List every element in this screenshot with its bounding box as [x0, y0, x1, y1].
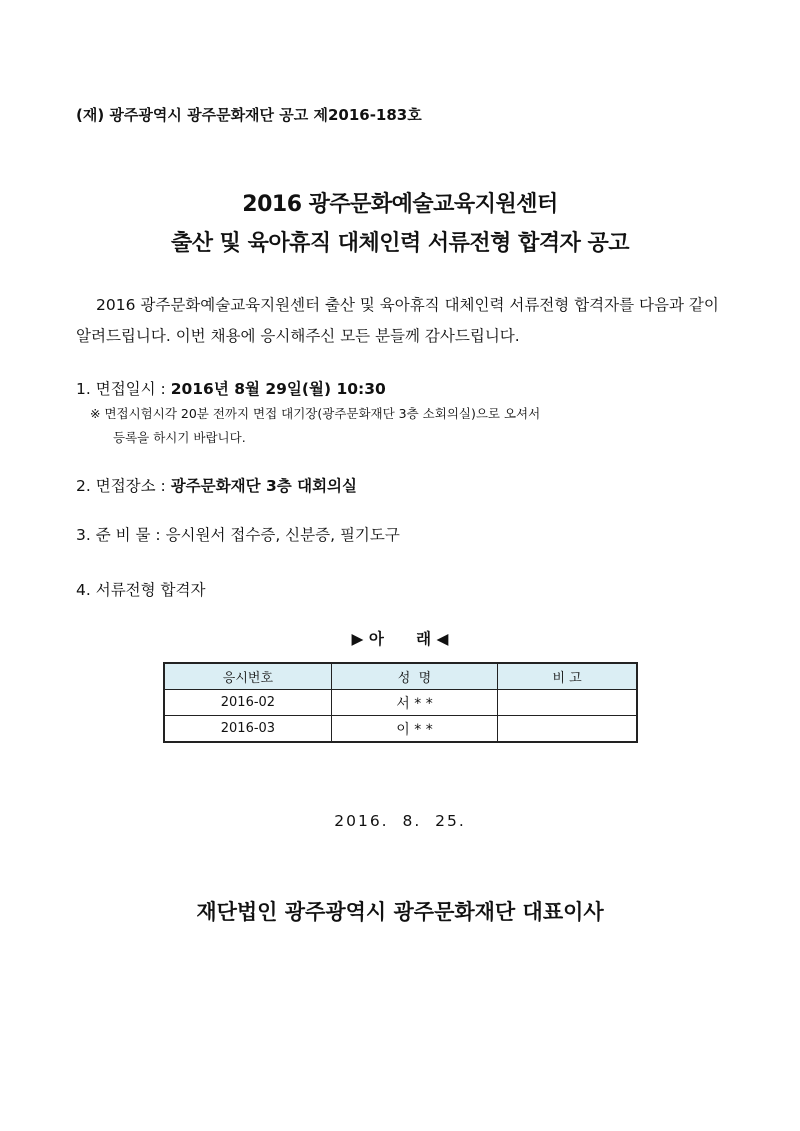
item-interview-date: [76, 377, 386, 399]
item-value: 응시원서 접수증, 신분증, 필기도구: [165, 526, 400, 544]
item-passers: [76, 578, 205, 600]
item-label: 4. 서류전형 합격자: [76, 581, 206, 599]
intro-paragraph: 2016 광주문화예술교육지원센터 출산 및 육아휴직 대체인력 서류전형 합격자를 다음과 같이 알려드립니다. 이번 채용에 응시해주신 모든 분들께 감사드립니다.: [76, 296, 719, 345]
item-interview-place: [76, 474, 357, 496]
table-row: [164, 690, 637, 716]
item-label: 2. 면접장소 :: [76, 477, 166, 495]
header-name: 성 명: [331, 663, 497, 690]
below-heading: ▶ 아 래 ◀: [351, 630, 449, 648]
cell-remarks: [498, 690, 637, 716]
cell-applicant-no: 2016-03: [164, 716, 331, 743]
note-line-2: 등록을 하시기 바랍니다.: [113, 430, 246, 445]
item-value: 광주문화재단 3층 대회의실: [170, 477, 357, 495]
notice-number: (재) 광주광역시 광주문화재단 공고 제2016-183호: [76, 106, 422, 124]
notice-date: 2016. 8. 25.: [334, 812, 466, 830]
item-label: 3. 준 비 물 :: [76, 526, 161, 544]
cell-name: 이 * *: [331, 716, 497, 743]
header-applicant-no: 응시번호: [164, 663, 331, 690]
cell-remarks: [498, 716, 637, 743]
title-line-1: 2016 광주문화예술교육지원센터: [242, 192, 558, 217]
item-label: 1. 면접일시 :: [76, 380, 166, 398]
item-preparations: [76, 523, 400, 545]
title-line-2: 출산 및 육아휴직 대체인력 서류전형 합격자 공고: [171, 231, 629, 256]
item-value: 2016년 8월 29일(월) 10:30: [170, 380, 386, 398]
cell-applicant-no: 2016-02: [164, 690, 331, 716]
table-row: [164, 716, 637, 743]
table-header-row: [164, 663, 637, 690]
cell-name: 서 * *: [331, 690, 497, 716]
signature: 재단법인 광주광역시 광주문화재단 대표이사: [196, 900, 604, 924]
result-table: [163, 662, 638, 743]
note-line-1: ※ 면접시험시각 20분 전까지 면접 대기장(광주문화재단 3층 소회의실)으로 오셔서: [90, 406, 541, 421]
header-remarks: 비 고: [498, 663, 637, 690]
